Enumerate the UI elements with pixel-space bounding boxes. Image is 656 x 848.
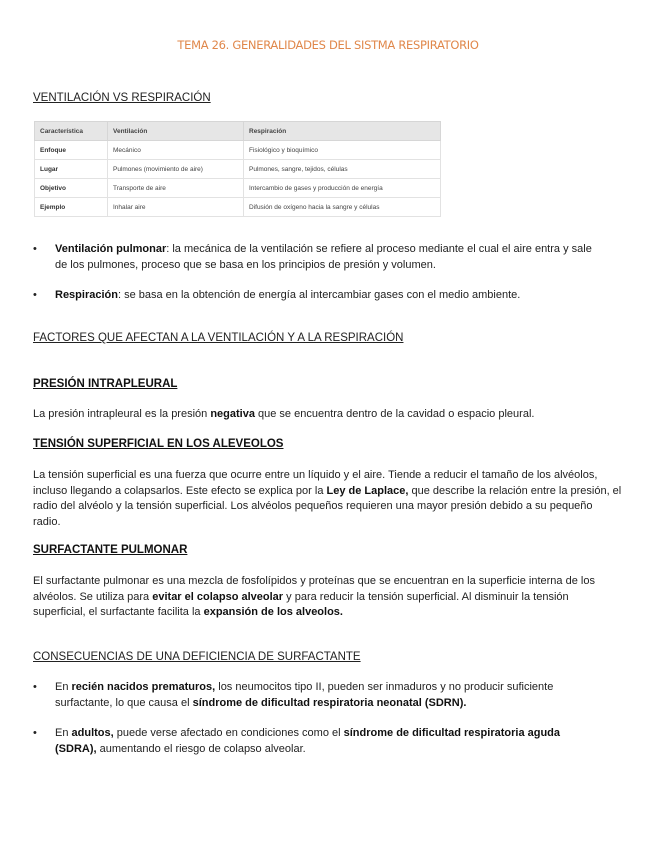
list-item: • En adultos, puede verse afectado en condiciones como el síndrome de dificultad respiratoria aguda (SDRA), aumentando el riesgo de colapso alveolar.	[33, 727, 561, 755]
comparison-table	[34, 121, 441, 217]
table-header-cell: Respiración	[244, 122, 441, 141]
bullet-icon: •	[33, 243, 37, 255]
section-heading-ventilacion-vs-respiracion: VENTILACIÓN VS RESPIRACIÓN	[33, 92, 211, 104]
table-cell: Objetivo	[35, 179, 108, 198]
page-title: TEMA 26. GENERALIDADES DEL SISTMA RESPIRATORIO	[177, 38, 479, 52]
bullet-icon: •	[33, 289, 37, 301]
list-item: • En recién nacidos prematuros, los neumocitos tipo II, pueden ser inmaduros y no producir suficiente surfactante, lo que causa el síndrome de dificultad respiratoria neonatal (SDRN).	[33, 681, 554, 709]
table-row	[35, 198, 441, 217]
subheading-tension-superficial: TENSIÓN SUPERFICIAL EN LOS ALEVEOLOS	[33, 438, 284, 450]
bullet-icon: •	[33, 727, 37, 739]
table-cell: Enfoque	[35, 141, 108, 160]
table-header-cell: Ventilación	[108, 122, 244, 141]
table-cell: Inhalar aire	[108, 198, 244, 217]
table-cell: Difusión de oxígeno hacia la sangre y células	[244, 198, 441, 217]
table-header-cell: Característica	[35, 122, 108, 141]
paragraph-tension: La tensión superficial es una fuerza que ocurre entre un líquido y el aire. Tiende a reducir el tamaño de los alvéolos, incluso llegando a colapsarlos. Este efecto se explica por la Ley de Laplace, que describe la relación entre la presión, el radio del alvéolo y la tensión superficial. Los alvéolos pequeños requieren una mayor presión debido a su pequeño radio.	[33, 469, 622, 528]
term-ventilacion-pulmonar: Ventilación pulmonar	[55, 243, 167, 255]
list-item	[33, 242, 603, 273]
table-row	[35, 179, 441, 198]
table-cell: Lugar	[35, 160, 108, 179]
table-cell: Ejemplo	[35, 198, 108, 217]
list-item	[33, 288, 603, 304]
subheading-presion-intrapleural: PRESIÓN INTRAPLEURAL	[33, 378, 178, 390]
definition-text: : la mecánica de la ventilación se refiere al proceso mediante el cual el aire entra y sale de los pulmones, proceso que se basa en los principios de presión y volumen.	[55, 243, 592, 271]
subheading-surfactante: SURFACTANTE PULMONAR	[33, 544, 188, 556]
table-cell: Mecánico	[108, 141, 244, 160]
section-heading-factores: FACTORES QUE AFECTAN A LA VENTILACIÓN Y A LA RESPIRACIÓN	[33, 332, 404, 344]
paragraph-presion: La presión intrapleural es la presión negativa que se encuentra dentro de la cavidad o espacio pleural.	[33, 408, 535, 420]
table-cell: Fisiológico y bioquímico	[244, 141, 441, 160]
section-heading-consecuencias: CONSECUENCIAS DE UNA DEFICIENCIA DE SURFACTANTE	[33, 651, 361, 663]
table-cell: Pulmones, sangre, tejidos, células	[244, 160, 441, 179]
table-cell: Pulmones (movimiento de aire)	[108, 160, 244, 179]
table-row	[35, 160, 441, 179]
term-respiracion: Respiración	[55, 289, 118, 301]
paragraph-surfactante: El surfactante pulmonar es una mezcla de fosfolípidos y proteínas que se encuentran en la superficie interna de los alvéolos. Se utiliza para evitar el colapso alveolar y para reducir la tensión superficial. Al disminuir la tensión superficial, el surfactante facilita la expansión de los alveolos.	[33, 575, 595, 618]
table-cell: Transporte de aire	[108, 179, 244, 198]
definition-text: : se basa en la obtención de energía al intercambiar gases con el medio ambiente.	[117, 289, 521, 301]
table-header-row	[35, 122, 441, 141]
table-cell: Intercambio de gases y producción de energía	[244, 179, 441, 198]
table-row	[35, 141, 441, 160]
bullet-icon: •	[33, 681, 37, 693]
